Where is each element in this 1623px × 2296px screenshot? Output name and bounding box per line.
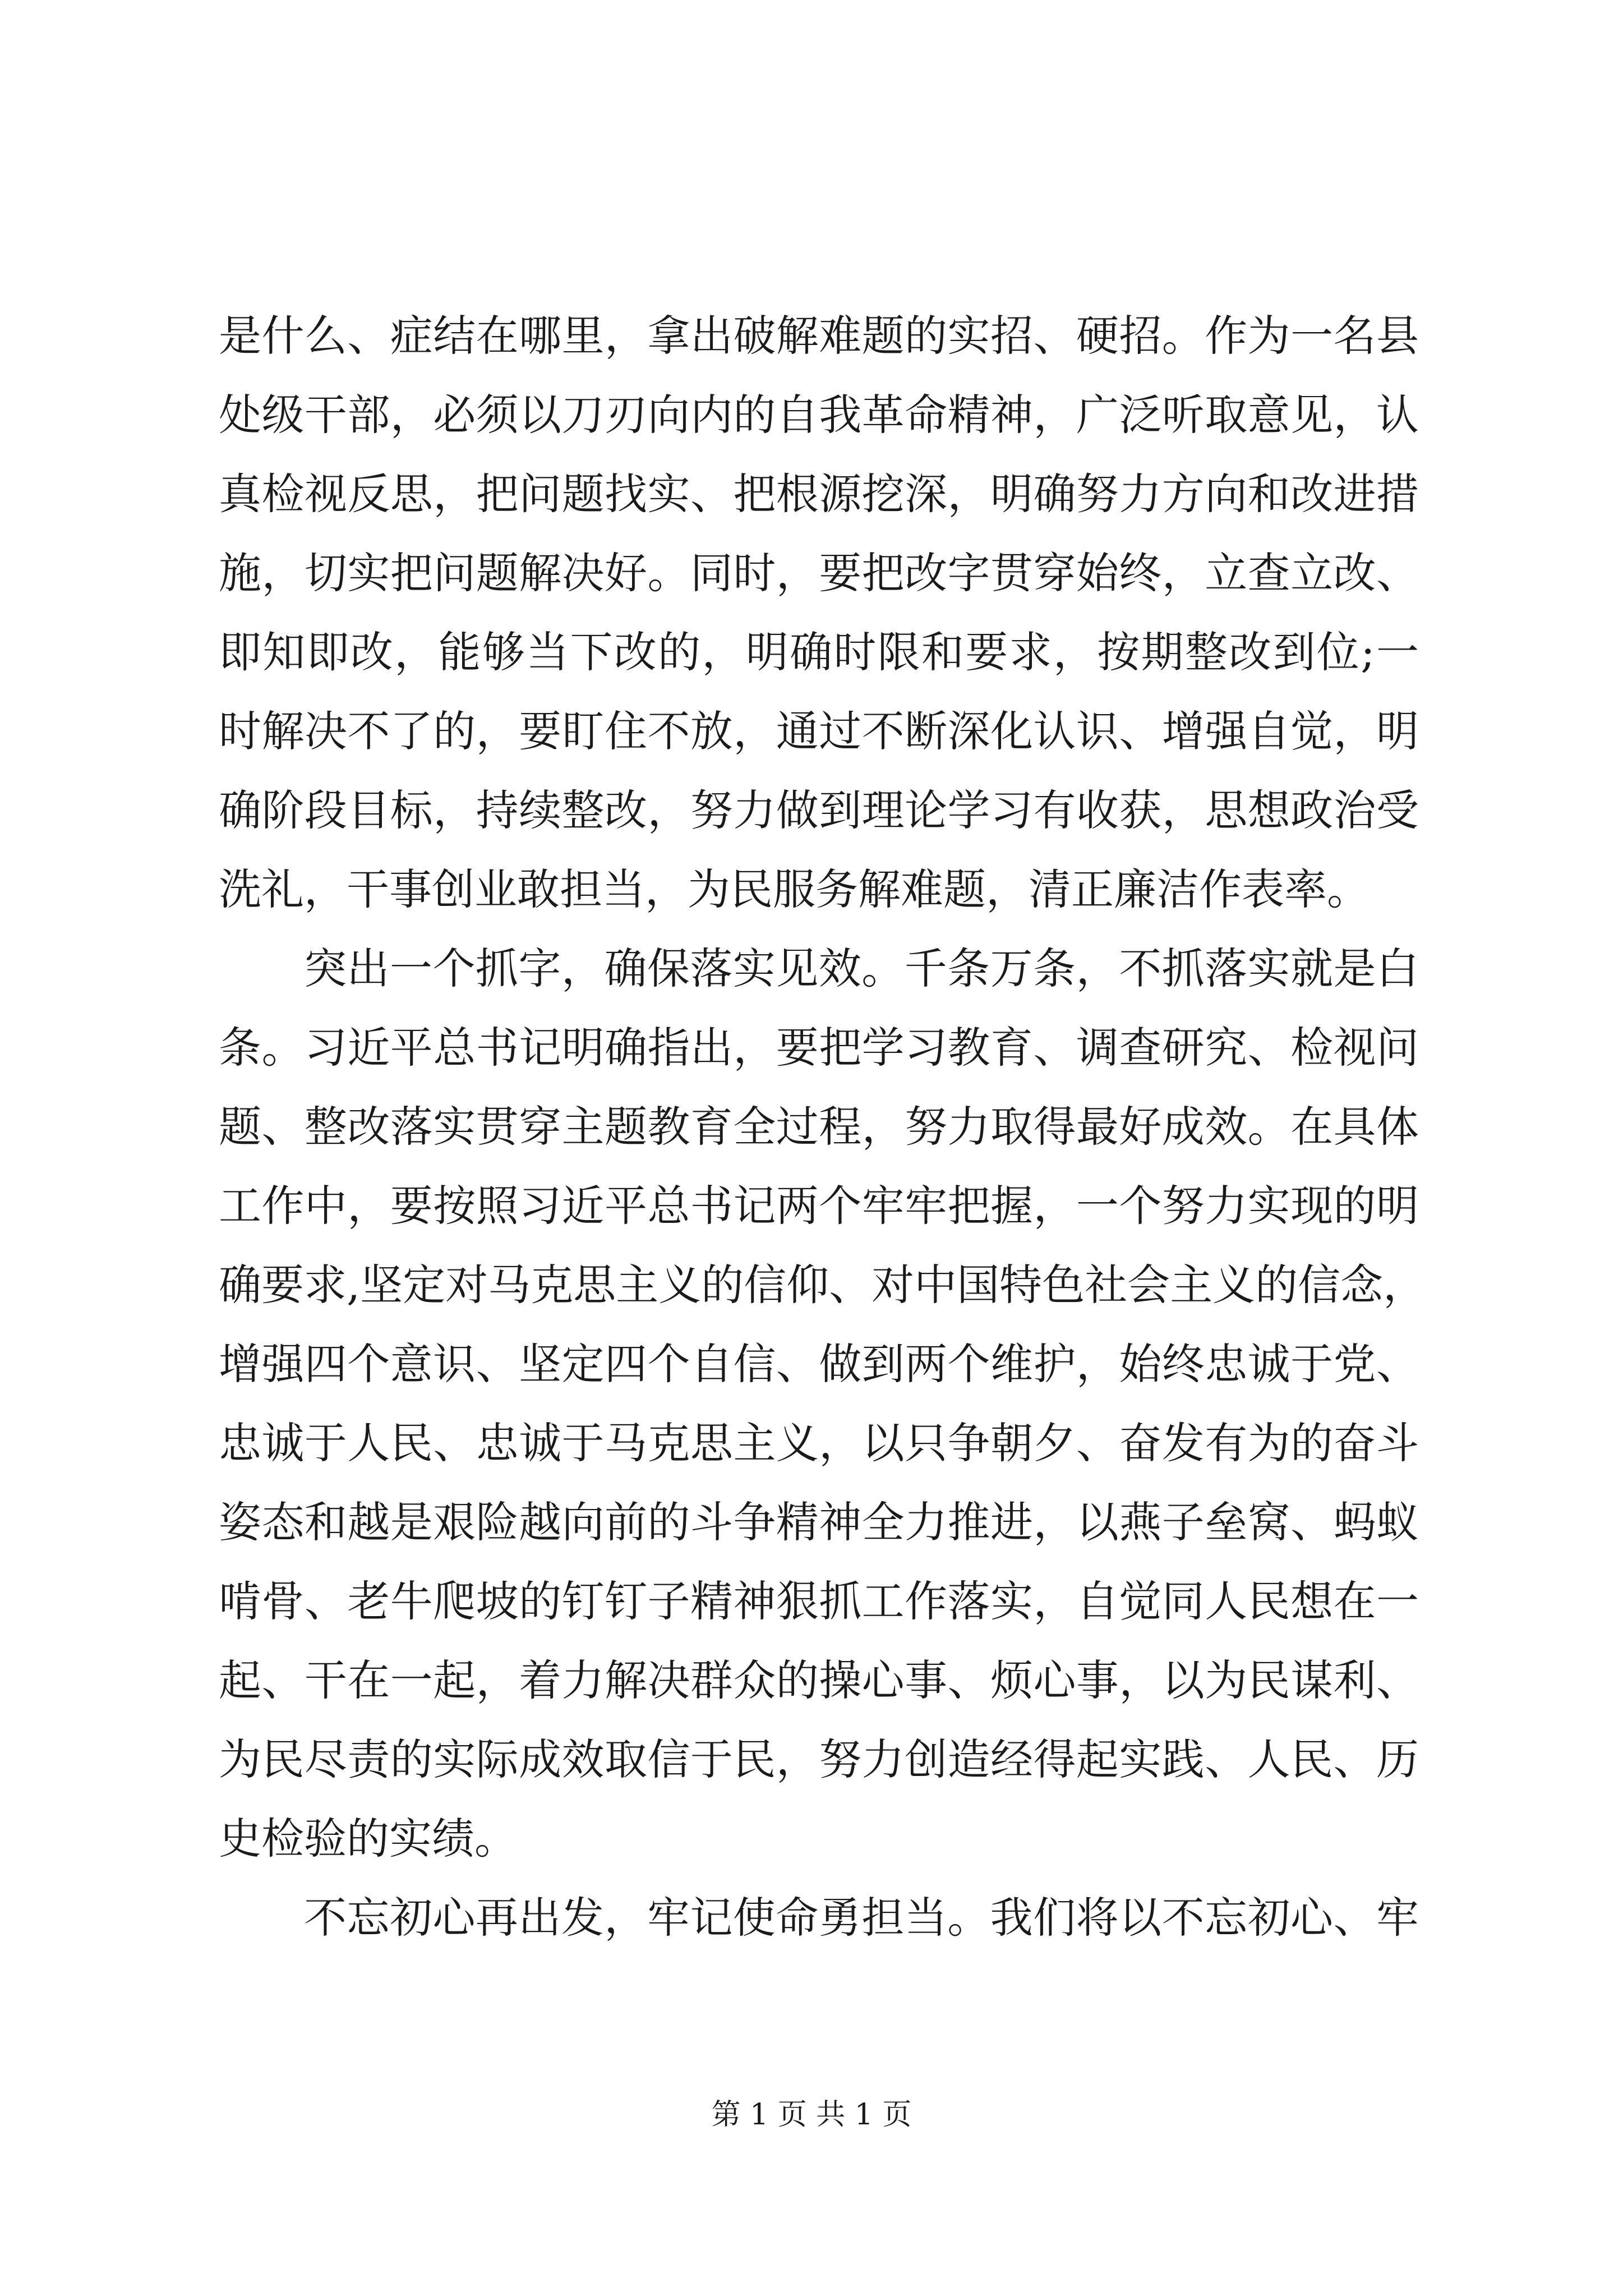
text-line: 啃骨、老牛爬坡的钉钉子精神狠抓工作落实，自觉同人民想在一 (219, 1576, 1419, 1626)
text-line: 即知即改，能够当下改的，明确时限和要求，按期整改到位;一 (219, 627, 1419, 677)
text-line: 条。习近平总书记明确指出，要把学习教育、调查研究、检视问 (219, 1023, 1419, 1073)
page-number-label: 第 1 页 共 1 页 (711, 2098, 912, 2132)
text-line: 题、整改落实贯穿主题教育全过程，努力取得最好成效。在具体 (219, 1102, 1419, 1152)
text-line: 确要求,坚定对马克思主义的信仰、对中国特色社会主义的信念， (219, 1260, 1426, 1310)
text-line: 忠诚于人民、忠诚于马克思主义，以只争朝夕、奋发有为的奋斗 (219, 1418, 1419, 1468)
text-line: 为民尽责的实际成效取信于民，努力创造经得起实践、人民、历 (219, 1734, 1419, 1784)
text-line: 洗礼，干事创业敢担当，为民服务解难题，清正廉洁作表率。 (219, 864, 1370, 914)
text-line: 工作中，要按照习近平总书记两个牢牢把握，一个努力实现的明 (219, 1181, 1419, 1231)
text-line: 姿态和越是艰险越向前的斗争精神全力推进，以燕子垒窝、蚂蚁 (219, 1497, 1419, 1547)
text-line: 是什么、症结在哪里，拿出破解难题的实招、硬招。作为一名县 (219, 311, 1419, 361)
page-footer (0, 2095, 1623, 2134)
text-line: 增强四个意识、坚定四个自信、做到两个维护，始终忠诚于党、 (219, 1339, 1419, 1389)
body-text (219, 296, 1426, 1957)
text-line: 施，切实把问题解决好。同时，要把改字贯穿始终，立查立改、 (219, 548, 1419, 598)
paragraph-first-line: 突出一个抓字，确保落实见效。千条万条，不抓落实就是白 (304, 944, 1419, 993)
text-line: 确阶段目标，持续整改，努力做到理论学习有收获，思想政治受 (219, 785, 1419, 835)
text-line: 时解决不了的，要盯住不放，通过不断深化认识、增强自觉，明 (219, 706, 1419, 756)
paragraph-first-line: 不忘初心再出发，牢记使命勇担当。我们将以不忘初心、牢 (304, 1893, 1419, 1943)
text-line: 真检视反思，把问题找实、把根源挖深，明确努力方向和改进措 (219, 469, 1419, 519)
text-line: 起、干在一起，着力解决群众的操心事、烦心事，以为民谋利、 (219, 1655, 1419, 1705)
text-line: 史检验的实绩。 (219, 1814, 517, 1864)
text-line: 处级干部，必须以刀刃向内的自我革命精神，广泛听取意见，认 (219, 390, 1419, 440)
